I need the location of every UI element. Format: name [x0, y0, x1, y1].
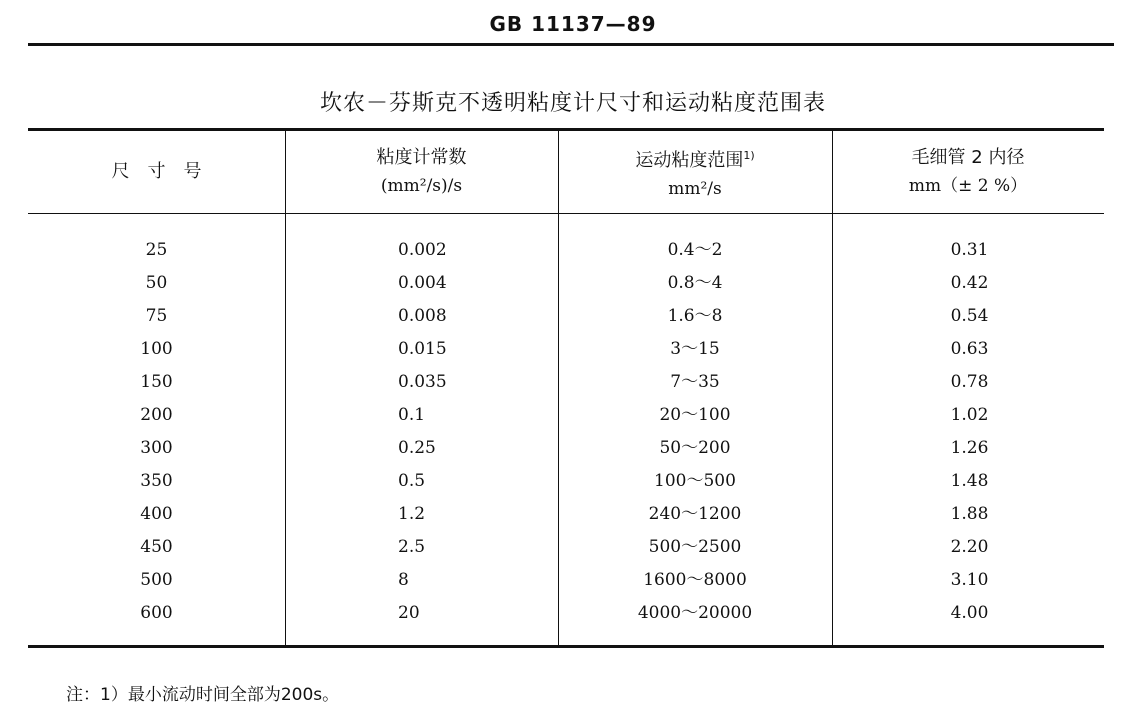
cell-range: 100～500 — [654, 471, 736, 491]
cell-range: 500～2500 — [648, 537, 742, 557]
header-diameter — [832, 131, 1104, 213]
cell-range: 1600～8000 — [643, 570, 747, 590]
cell-constant: 8 — [398, 570, 409, 590]
cell-range: 50～200 — [659, 438, 731, 458]
cell-constant: 1.2 — [398, 504, 426, 524]
table-body — [28, 234, 1104, 630]
header-size-label: 尺 寸 号 — [111, 161, 202, 182]
cell-diameter: 1.26 — [950, 438, 989, 458]
table-row — [28, 333, 1104, 366]
cell-range: 3～15 — [670, 339, 720, 359]
cell-size: 300 — [140, 438, 173, 458]
cell-size: 400 — [140, 504, 173, 524]
cell-constant: 0.002 — [398, 240, 447, 260]
cell-diameter: 3.10 — [950, 570, 989, 590]
cell-range: 1.6～8 — [667, 306, 723, 326]
cell-diameter: 2.20 — [950, 537, 989, 557]
cell-range: 20～100 — [659, 405, 731, 425]
viscometer-table — [28, 128, 1104, 648]
cell-diameter: 4.00 — [950, 603, 989, 623]
table-row — [28, 564, 1104, 597]
cell-range: 0.4～2 — [667, 240, 723, 260]
cell-constant: 0.004 — [398, 273, 447, 293]
header-constant-label: 粘度计常数 — [376, 147, 467, 168]
table-row — [28, 267, 1104, 300]
cell-constant: 0.25 — [398, 438, 436, 458]
cell-size: 600 — [140, 603, 173, 623]
cell-constant: 20 — [398, 603, 420, 623]
standard-code: GB 11137—89 — [489, 12, 657, 36]
cell-diameter: 0.54 — [950, 306, 989, 326]
cell-diameter: 1.88 — [950, 504, 989, 524]
header-range-unit: mm²/s — [668, 178, 722, 199]
cell-constant: 0.5 — [398, 471, 426, 491]
cell-size: 25 — [145, 240, 168, 260]
cell-diameter: 1.02 — [950, 405, 989, 425]
cell-range: 7～35 — [670, 372, 720, 392]
cell-size: 150 — [140, 372, 173, 392]
cell-size: 350 — [140, 471, 173, 491]
cell-constant: 0.035 — [398, 372, 447, 392]
header-divider — [28, 213, 1104, 214]
cell-constant: 0.1 — [398, 405, 426, 425]
cell-range: 240～1200 — [648, 504, 742, 524]
header-rule — [28, 43, 1114, 46]
cell-size: 200 — [140, 405, 173, 425]
cell-range: 0.8～4 — [667, 273, 723, 293]
table-row — [28, 498, 1104, 531]
table-row — [28, 531, 1104, 564]
footnote-marker: 1) — [743, 148, 755, 162]
table-row — [28, 597, 1104, 630]
cell-diameter: 0.63 — [950, 339, 989, 359]
table-row — [28, 399, 1104, 432]
cell-diameter: 1.48 — [950, 471, 989, 491]
header-range-label-wrap — [635, 142, 754, 175]
header-range-label: 运动粘度范围 — [635, 149, 744, 171]
header-range — [558, 131, 832, 213]
header-diameter-label: 毛细管 2 内径 — [911, 147, 1025, 168]
table-row — [28, 300, 1104, 333]
table-row — [28, 432, 1104, 465]
cell-size: 450 — [140, 537, 173, 557]
cell-size: 75 — [145, 306, 168, 326]
footnote: 注：1）最小流动时间全部为200s。 — [66, 685, 340, 705]
cell-size: 50 — [145, 273, 168, 293]
table-row — [28, 465, 1104, 498]
cell-diameter: 0.31 — [950, 240, 989, 260]
header-constant — [285, 131, 558, 213]
cell-diameter: 0.78 — [950, 372, 989, 392]
header-constant-unit: (mm²/s)/s — [380, 176, 463, 196]
cell-constant: 2.5 — [398, 537, 426, 557]
header-diameter-unit: mm（± 2 %） — [908, 176, 1028, 196]
table-row — [28, 366, 1104, 399]
cell-diameter: 0.42 — [950, 273, 989, 293]
cell-size: 100 — [140, 339, 173, 359]
cell-constant: 0.008 — [398, 306, 447, 326]
cell-range: 4000～20000 — [637, 603, 753, 623]
cell-constant: 0.015 — [398, 339, 447, 359]
cell-size: 500 — [140, 570, 173, 590]
header-size — [28, 131, 285, 213]
table-row — [28, 234, 1104, 267]
table-title: 坎农－芬斯克不透明粘度计尺寸和运动粘度范围表 — [319, 91, 826, 116]
